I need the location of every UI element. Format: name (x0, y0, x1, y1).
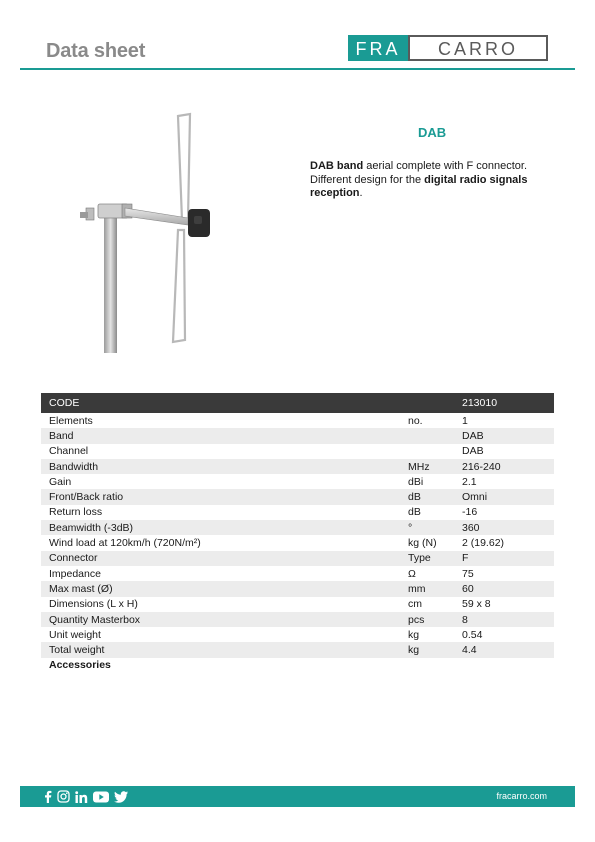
cell-label: Beamwidth (-3dB) (49, 521, 134, 534)
code-label: CODE (49, 397, 80, 409)
cell-value: 59 x 8 (462, 598, 491, 611)
cell-label: Bandwidth (49, 460, 99, 473)
cell-value: DAB (462, 429, 484, 442)
youtube-icon[interactable] (93, 790, 109, 804)
table-row (41, 520, 554, 535)
cell-unit: ° (408, 521, 413, 534)
cell-unit (404, 658, 462, 673)
desc-text-2: . (359, 187, 363, 199)
cell-value: 75 (462, 567, 474, 580)
table-row (41, 612, 554, 627)
table-row (41, 535, 554, 550)
code-unit (404, 393, 462, 413)
cell-label: Channel (49, 445, 89, 458)
table-row (41, 459, 554, 474)
cell-label: Dimensions (L x H) (49, 598, 138, 611)
cell-unit: pcs (408, 613, 425, 626)
cell-unit (404, 428, 462, 443)
cell-label: Connector (49, 552, 98, 565)
cell-value: Omni (462, 491, 488, 504)
cell-label: Quantity Masterbox (49, 613, 141, 626)
social-links (44, 789, 128, 804)
cell-value: 2.1 (462, 475, 477, 488)
header-divider (20, 68, 575, 70)
instagram-icon[interactable] (57, 790, 70, 804)
cell-unit: MHz (408, 460, 430, 473)
antenna-product-image (70, 108, 230, 353)
cell-value: 60 (462, 582, 474, 595)
cell-label: Gain (49, 475, 72, 488)
footer-bar (20, 786, 575, 807)
table-row (41, 444, 554, 459)
table-row (41, 551, 554, 566)
table-row (41, 658, 554, 673)
cell-unit: kg (408, 628, 420, 641)
cell-label: Front/Back ratio (49, 491, 124, 504)
cell-label: Unit weight (49, 628, 101, 641)
product-description (310, 160, 570, 201)
cell-value: 8 (462, 613, 468, 626)
cell-value (462, 658, 554, 673)
table-row (41, 566, 554, 581)
cell-unit: kg (408, 644, 420, 657)
table-row (41, 474, 554, 489)
cell-unit: Type (408, 552, 431, 565)
cell-label: Total weight (49, 644, 105, 657)
footer-website-link[interactable]: fracarro.com (496, 791, 547, 801)
cell-value: 216-240 (462, 460, 501, 473)
code-value: 213010 (462, 397, 498, 409)
desc-bold-band: DAB band (310, 160, 364, 172)
cell-unit: cm (408, 598, 422, 611)
cell-label: Band (49, 429, 74, 442)
facebook-icon[interactable] (44, 790, 52, 804)
table-row (41, 597, 554, 612)
cell-unit: Ω (408, 567, 416, 580)
table-row (41, 627, 554, 642)
table-row (41, 489, 554, 504)
cell-value: 0.54 (462, 628, 483, 641)
cell-unit: dBi (408, 475, 424, 488)
logo-text-b: CARRO (437, 39, 519, 59)
twitter-icon[interactable] (114, 790, 128, 804)
table-row (41, 581, 554, 596)
page-title: Data sheet (46, 40, 146, 62)
fracarro-logo (348, 35, 548, 61)
cell-value: 4.4 (462, 644, 477, 657)
cell-label: Max mast (Ø) (49, 582, 113, 595)
cell-value: 1 (462, 414, 468, 427)
cell-value: -16 (462, 506, 478, 519)
cell-unit: no. (408, 414, 423, 427)
linkedin-icon[interactable] (75, 790, 88, 804)
table-row (41, 505, 554, 520)
cell-label: Return loss (49, 506, 103, 519)
cell-unit (404, 444, 462, 459)
cell-label: Accessories (49, 659, 111, 672)
table-header-row (41, 393, 554, 413)
cell-value: 360 (462, 521, 480, 534)
cell-label: Wind load at 120km/h (720N/m²) (49, 537, 201, 550)
desc-text-1: aerial complete with F connector. Different design for the (310, 160, 528, 186)
cell-unit: dB (408, 506, 421, 519)
table-row (41, 428, 554, 443)
desc-bold-reception: digital radio signals reception (310, 173, 528, 199)
cell-value: 2 (19.62) (462, 537, 505, 550)
table-row (41, 413, 554, 428)
cell-unit: mm (408, 582, 426, 595)
cell-label: Impedance (49, 567, 101, 580)
cell-unit: dB (408, 491, 421, 504)
logo-text-a: FRA (355, 39, 401, 59)
table-row (41, 642, 554, 657)
cell-unit: kg (N) (408, 537, 437, 550)
cell-value: DAB (462, 445, 484, 458)
spec-table (41, 393, 554, 673)
cell-label: Elements (49, 414, 93, 427)
product-title: DAB (418, 125, 447, 140)
cell-value: F (462, 552, 469, 565)
